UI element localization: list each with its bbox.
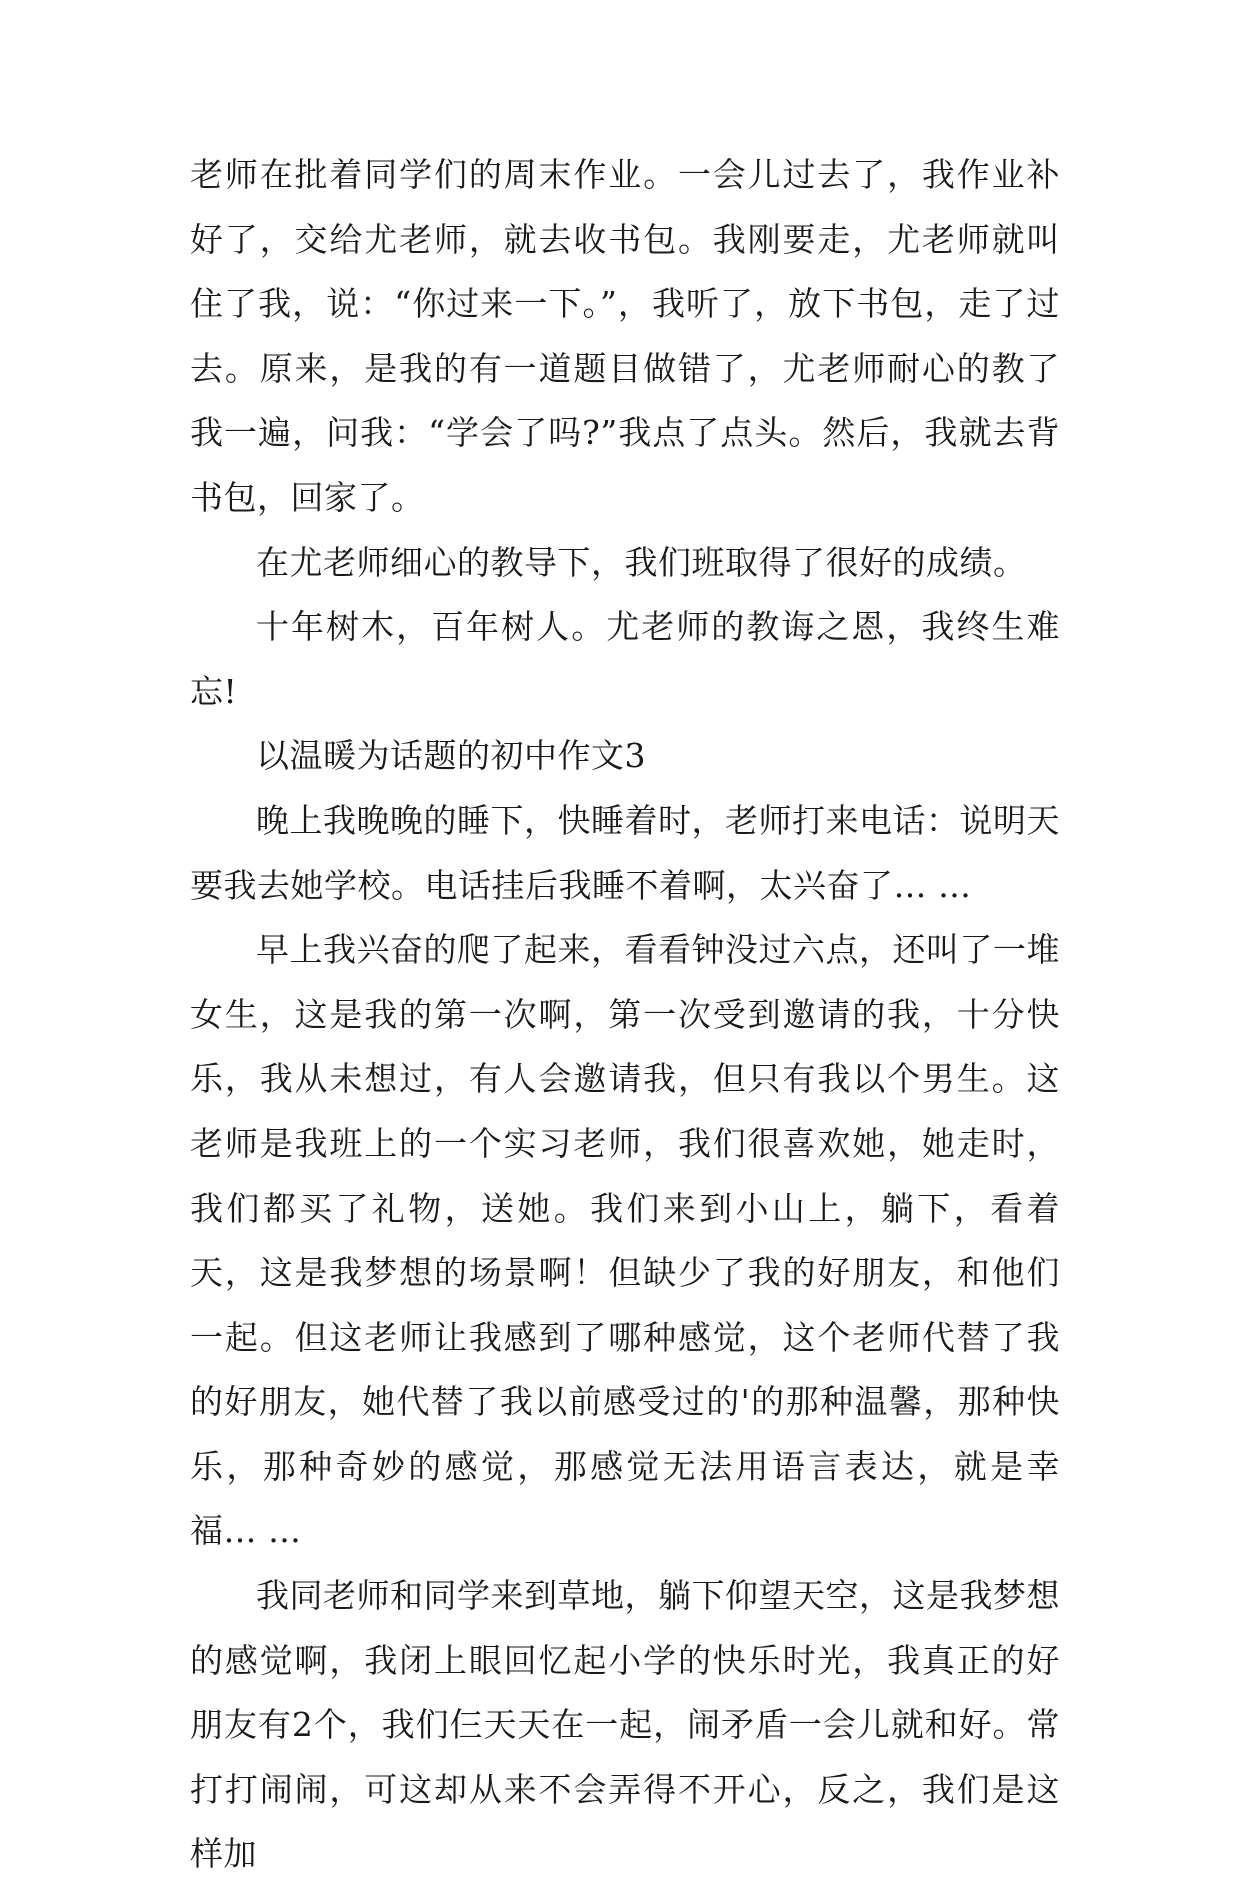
- paragraph-3: 十年树木，百年树人。尤老师的教诲之恩，我终生难忘!: [190, 607, 1060, 711]
- section-heading: 以温暖为话题的初中作文3: [256, 736, 646, 776]
- paragraph-1: 老师在批着同学们的周末作业。一会儿过去了，我作业补好了，交给尤老师，就去收书包。我刚要走，尤老师就叫住了我，说：“你过来一下。”，我听了，放下书包，走了过去。原来，是我的有一道题目做错了，尤老师耐心的教了我一遍，问我：“学会了吗?”我点了点头。然后，我就去背书包，回家了。: [190, 155, 1060, 517]
- paragraph-4: 晚上我晚晚的睡下，快睡着时，老师打来电话：说明天要我去她学校。电话挂后我睡不着啊，太兴奋了… …: [190, 800, 1060, 905]
- paragraph-6: 我同老师和同学来到草地，躺下仰望天空，这是我梦想的感觉啊，我闭上眼回忆起小学的快乐时光，我真正的好朋友有2个，我们仨天天在一起，闹矛盾一会儿就和好。常打打闹闹，可这却从来不会弄得不开心，反之，我们是这样加: [190, 1576, 1060, 1874]
- paragraph-2: 在尤老师细心的教导下，我们班取得了很好的成绩。: [256, 542, 1027, 582]
- paragraph-5: 早上我兴奋的爬了起来，看看钟没过六点，还叫了一堆女生，这是我的第一次啊，第一次受到邀请的我，十分快乐，我从未想过，有人会邀请我，但只有我以个男生。这老师是我班上的一个实习老师，我们很喜欢她，她走时，我们都买了礼物，送她。我们来到小山上，躺下，看着天，这是我梦想的场景啊！但缺少了我的好朋友，和他们一起。但这老师让我感到了哪种感觉，这个老师代替了我的好朋友，她代替了我以前感受过的'的那种温馨，那种快乐，那种奇妙的感觉，那感觉无法用语言表达，就是幸福… …: [190, 930, 1060, 1551]
- document-body: [190, 143, 1060, 1887]
